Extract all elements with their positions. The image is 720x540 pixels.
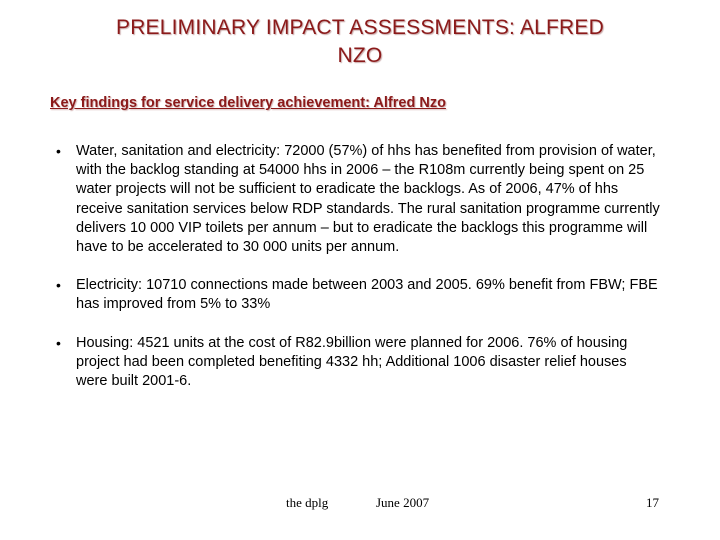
- bullet-list: [50, 142, 660, 410]
- slide-subtitle: Key findings for service delivery achievement: Alfred Nzo: [50, 95, 446, 111]
- slide-title-line-2: NZO: [337, 44, 383, 67]
- slide-title: [40, 14, 680, 70]
- bullet-text: Housing: 4521 units at the cost of R82.9billion were planned for 2006. 76% of housing project had been completed benefiting 4332 hh; Additional 1006 disaster relief houses were built 2001-6.: [76, 334, 628, 390]
- bullet-text: Water, sanitation and electricity: 72000 (57%) of hhs has benefited from provision of water, with the backlog standing at 54000 hhs in 2006 – the R108m currently being spent on 25 water projects will not be sufficient to eradicate the backlogs. As of 2006, 47% of hhs receive sanitation services below RDP standards. The rural sanitation programme currently delivers 10 000 VIP toilets per annum – but to eradicate the backlogs this programme will have to be accelerated to 30 000 units per annum.: [76, 143, 660, 256]
- bullet-item-water-sanitation: [50, 142, 660, 257]
- bullet-marker: •: [56, 334, 61, 351]
- bullet-marker: •: [56, 277, 61, 294]
- footer-source: the dplg: [286, 495, 329, 510]
- footer-date: June 2007: [376, 495, 430, 510]
- bullet-text: Electricity: 10710 connections made between 2003 and 2005. 69% benefit from FBW; FBE has improved from 5% to 33%: [76, 277, 658, 313]
- bullet-item-housing: [50, 334, 660, 392]
- page-number: 17: [646, 495, 659, 510]
- bullet-marker: •: [56, 143, 61, 159]
- bullet-item-electricity: [50, 276, 660, 314]
- slide-title-line-1: PRELIMINARY IMPACT ASSESSMENTS: ALFRED: [115, 16, 605, 39]
